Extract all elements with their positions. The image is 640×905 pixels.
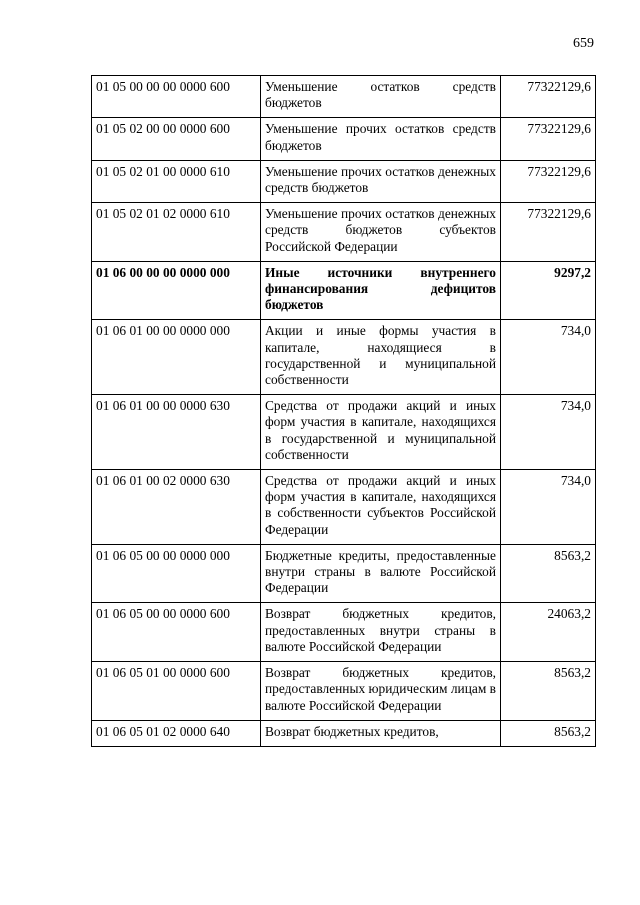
row-amount: 24063,2 (501, 603, 596, 662)
row-code: 01 05 02 00 00 0000 600 (92, 118, 261, 160)
row-code: 01 06 00 00 00 0000 000 (92, 261, 261, 320)
page-number: 659 (573, 36, 594, 51)
table-row (92, 662, 596, 721)
row-code: 01 06 05 01 00 0000 600 (92, 662, 261, 721)
row-amount: 8563,2 (501, 662, 596, 721)
row-description: Иные источники внутреннего финансирования дефицитов бюджетов (261, 261, 501, 320)
table-row (92, 320, 596, 395)
row-code: 01 06 05 00 00 0000 600 (92, 603, 261, 662)
table-row (92, 720, 596, 746)
row-description: Бюджетные кредиты, предоставленные внутри страны в валюте Российской Федерации (261, 544, 501, 603)
row-amount: 8563,2 (501, 544, 596, 603)
row-code: 01 06 05 01 02 0000 640 (92, 720, 261, 746)
row-code: 01 06 05 00 00 0000 000 (92, 544, 261, 603)
table-row (92, 118, 596, 160)
row-amount: 734,0 (501, 470, 596, 545)
row-description: Уменьшение прочих остатков средств бюджетов (261, 118, 501, 160)
table-row (92, 76, 596, 118)
row-amount: 734,0 (501, 395, 596, 470)
table-row (92, 203, 596, 262)
row-amount: 77322129,6 (501, 76, 596, 118)
row-description: Уменьшение прочих остатков денежных средств бюджетов (261, 160, 501, 202)
table-row-section-total (92, 261, 596, 320)
row-code: 01 06 01 00 00 0000 630 (92, 395, 261, 470)
table-row (92, 603, 596, 662)
table-row (92, 470, 596, 545)
row-description: Возврат бюджетных кредитов, (261, 720, 501, 746)
table-row (92, 160, 596, 202)
row-description: Средства от продажи акций и иных форм участия в капитале, находящихся в государственной и муниципальной собственности (261, 395, 501, 470)
row-code: 01 06 01 00 02 0000 630 (92, 470, 261, 545)
table-row (92, 395, 596, 470)
row-description: Уменьшение остатков средств бюджетов (261, 76, 501, 118)
row-amount: 8563,2 (501, 720, 596, 746)
row-amount: 77322129,6 (501, 118, 596, 160)
row-code: 01 06 01 00 00 0000 000 (92, 320, 261, 395)
table-row (92, 544, 596, 603)
row-amount: 77322129,6 (501, 203, 596, 262)
row-code: 01 05 02 01 02 0000 610 (92, 203, 261, 262)
row-description: Средства от продажи акций и иных форм участия в капитале, находящихся в собственности субъектов Российской Федерации (261, 470, 501, 545)
row-description: Возврат бюджетных кредитов, предоставленных юридическим лицам в валюте Российской Федерации (261, 662, 501, 721)
row-amount: 77322129,6 (501, 160, 596, 202)
row-amount: 734,0 (501, 320, 596, 395)
budget-sources-table (91, 75, 596, 747)
row-code: 01 05 00 00 00 0000 600 (92, 76, 261, 118)
row-description: Уменьшение прочих остатков денежных средств бюджетов субъектов Российской Федерации (261, 203, 501, 262)
row-description: Акции и иные формы участия в капитале, находящиеся в государственной и муниципальной собственности (261, 320, 501, 395)
row-description: Возврат бюджетных кредитов, предоставленных внутри страны в валюте Российской Федерации (261, 603, 501, 662)
row-amount: 9297,2 (501, 261, 596, 320)
row-code: 01 05 02 01 00 0000 610 (92, 160, 261, 202)
